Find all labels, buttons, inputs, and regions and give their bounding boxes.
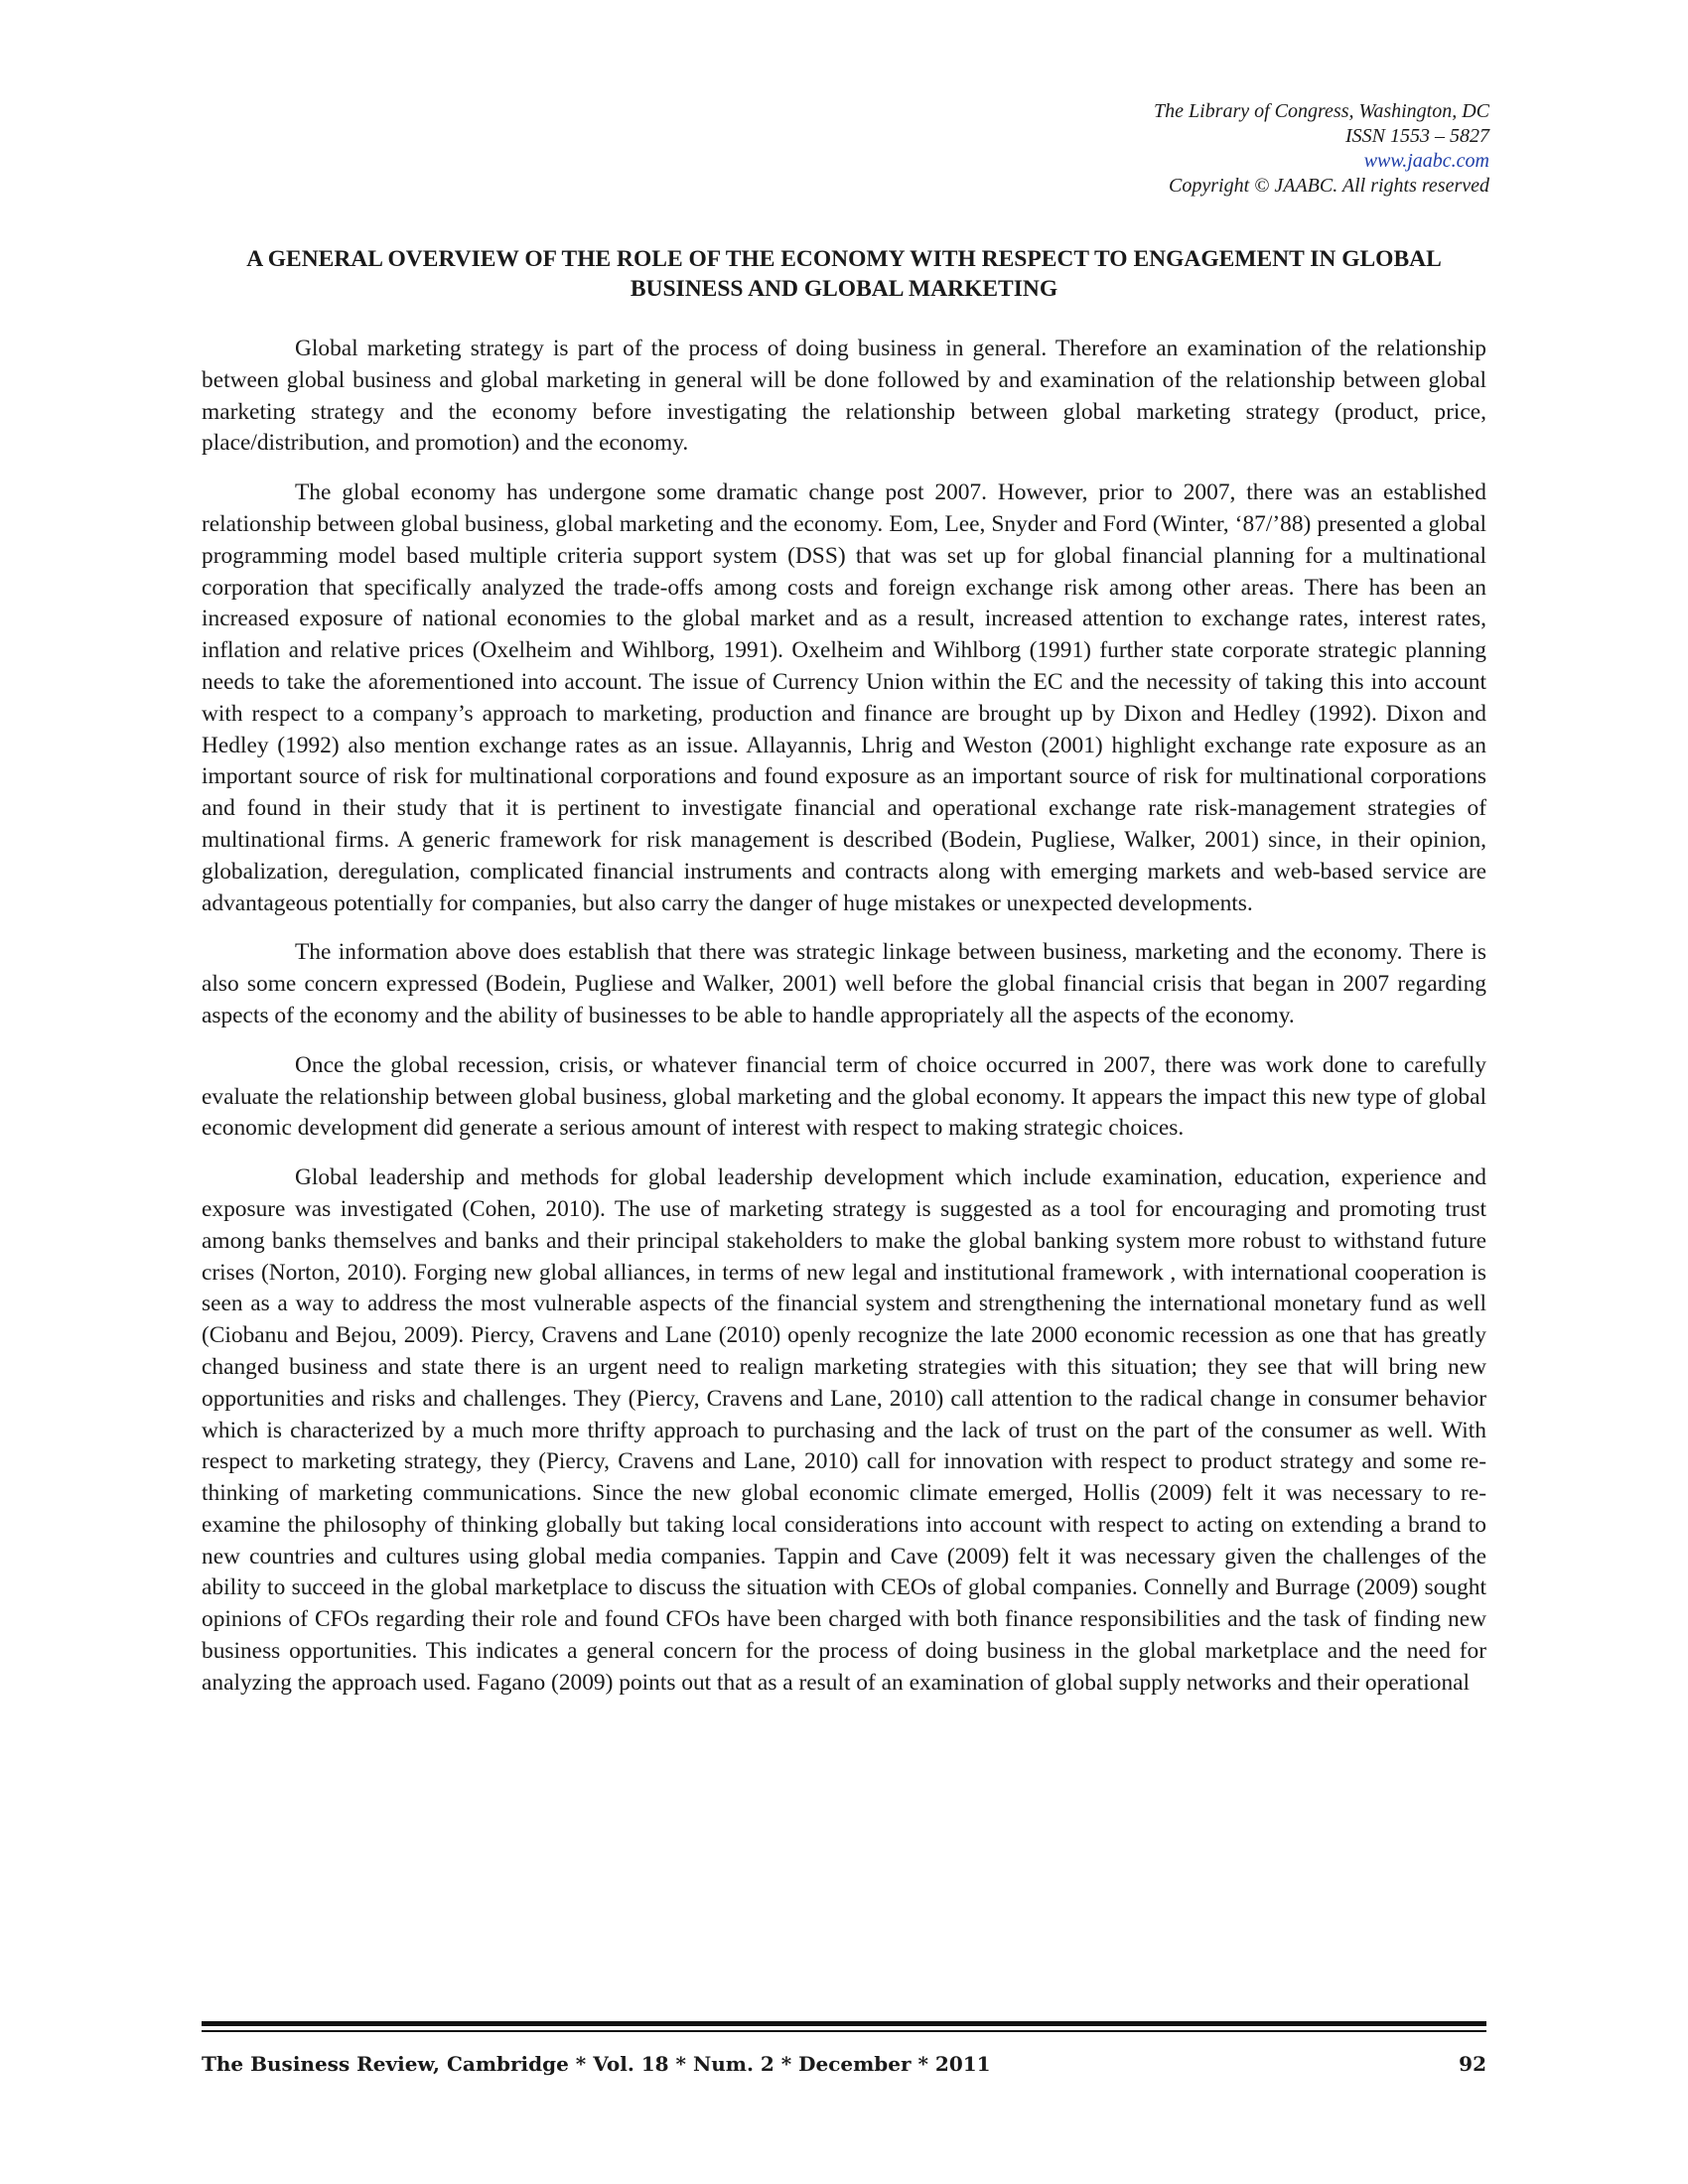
header-library-line: The Library of Congress, Washington, DC [1153, 100, 1489, 122]
footer-divider-thin [202, 2030, 1486, 2032]
article-body [202, 334, 1486, 1717]
body-paragraph: The information above does establish that there was strategic linkage between business, marketing and the economy. There is also some concern expressed (Bodein, Pugliese and Walker, 2001) well before the global financial crisis that began in 2007 regarding aspects of the economy and the ability of businesses to be able to handle appropriately all the aspects of the economy. [202, 939, 1486, 1028]
header-copyright-line: Copyright © JAABC. All rights reserved [1169, 175, 1489, 197]
body-paragraph: Global leadership and methods for global leadership development which include examination, education, experience and exposure was investigated (Cohen, 2010). The use of marketing strategy is suggested as a tool for encouraging and promoting trust among banks themselves and banks and their principal stakeholders to make the global banking system more robust to withstand future crises (Norton, 2010). Forging new global alliances, in terms of new legal and institutional framework , with international cooperation is seen as a way to address the most vulnerable aspects of the financial system and strengthening the international monetary fund as well (Ciobanu and Bejou, 2009). Piercy, Cravens and Lane (2010) openly recognize the late 2000 economic recession as one that has greatly changed business and state there is an urgent need to realign marketing strategies with this situation; they see that will bring new opportunities and risks and challenges. They (Piercy, Cravens and Lane, 2010) call attention to the radical change in consumer behavior which is characterized by a much more thrifty approach to purchasing and the lack of trust on the part of the consumer as well. With respect to marketing strategy, they (Piercy, Cravens and Lane, 2010) call for innovation with respect to product strategy and some re-thinking of marketing communications. Since the new global economic climate emerged, Hollis (2009) felt it was necessary to re-examine the philosophy of thinking globally but taking local considerations into account with respect to acting on extending a brand to new countries and cultures using global media companies. Tappin and Cave (2009) felt it was necessary given the challenges of the ability to succeed in the global marketplace to discuss the situation with CEOs of global companies. Connelly and Burrage (2009) sought opinions of CFOs regarding their role and found CFOs have been charged with both finance responsibilities and the task of finding new business opportunities. This indicates a general concern for the process of doing business in the global marketplace and the need for analyzing the approach used. Fagano (2009) points out that as a result of an examination of global supply networks and their operational [202, 1164, 1486, 1696]
body-paragraph: Once the global recession, crisis, or whatever financial term of choice occurred in 2007, there was work done to carefully evaluate the relationship between global business, global marketing and the global economy. It appears the impact this new type of global economic development did generate a serious amount of interest with respect to making strategic choices. [202, 1051, 1486, 1142]
footer-page-number: 92 [1459, 2052, 1486, 2076]
header-url-link[interactable]: www.jaabc.com [1363, 150, 1489, 172]
publisher-header [1154, 99, 1489, 199]
footer-journal-citation: The Business Review, Cambridge * Vol. 18 * Num. 2 * December * 2011 [202, 2052, 991, 2076]
body-paragraph: The global economy has undergone some dramatic change post 2007. However, prior to 2007, there was an established relationship between global business, global marketing and the economy. Eom, Lee, Snyder and Ford (Winter, ‘87/’88) presented a global programming model based multiple criteria support system (DSS) that was set up for global financial planning for a multinational corporation that specifically analyzed the trade-offs among costs and foreign exchange risk among other areas. There has been an increased exposure of national economies to the global market and as a result, increased attention to exchange rates, interest rates, inflation and relative prices (Oxelheim and Wihlborg, 1991). Oxelheim and Wihlborg (1991) further state corporate strategic planning needs to take the aforementioned into account. The issue of Currency Union within the EC and the necessity of taking this into account with respect to a company’s approach to marketing, production and finance are brought up by Dixon and Hedley (1992). Dixon and Hedley (1992) also mention exchange rates as an issue. Allayannis, Lhrig and Weston (2001) highlight exchange rate exposure as an important source of risk for multinational corporations and found exposure as an important source of risk for multinational corporations and found in their study that it is pertinent to investigate financial and operational exchange rate risk-management strategies of multinational firms. A generic framework for risk management is described (Bodein, Pugliese, Walker, 2001) since, in their opinion, globalization, deregulation, complicated financial instruments and contracts along with emerging markets and web-based service are advantageous potentially for companies, but also carry the danger of huge mistakes or unexpected developments. [202, 479, 1486, 916]
article-title: A GENERAL OVERVIEW OF THE ROLE OF THE ECONOMY WITH RESPECT TO ENGAGEMENT IN GLOBAL BUSINESS AND GLOBAL MARKETING [246, 246, 1442, 302]
header-issn-line: ISSN 1553 – 5827 [1345, 125, 1489, 147]
body-paragraph: Global marketing strategy is part of the process of doing business in general. Therefore an examination of the relationship between global business and global marketing in general will be done followed by and examination of the relationship between global marketing strategy and the economy before investigating the relationship between global marketing strategy (product, price, place/distribution, and promotion) and the economy. [202, 336, 1486, 457]
footer-divider-thick [202, 2021, 1486, 2026]
